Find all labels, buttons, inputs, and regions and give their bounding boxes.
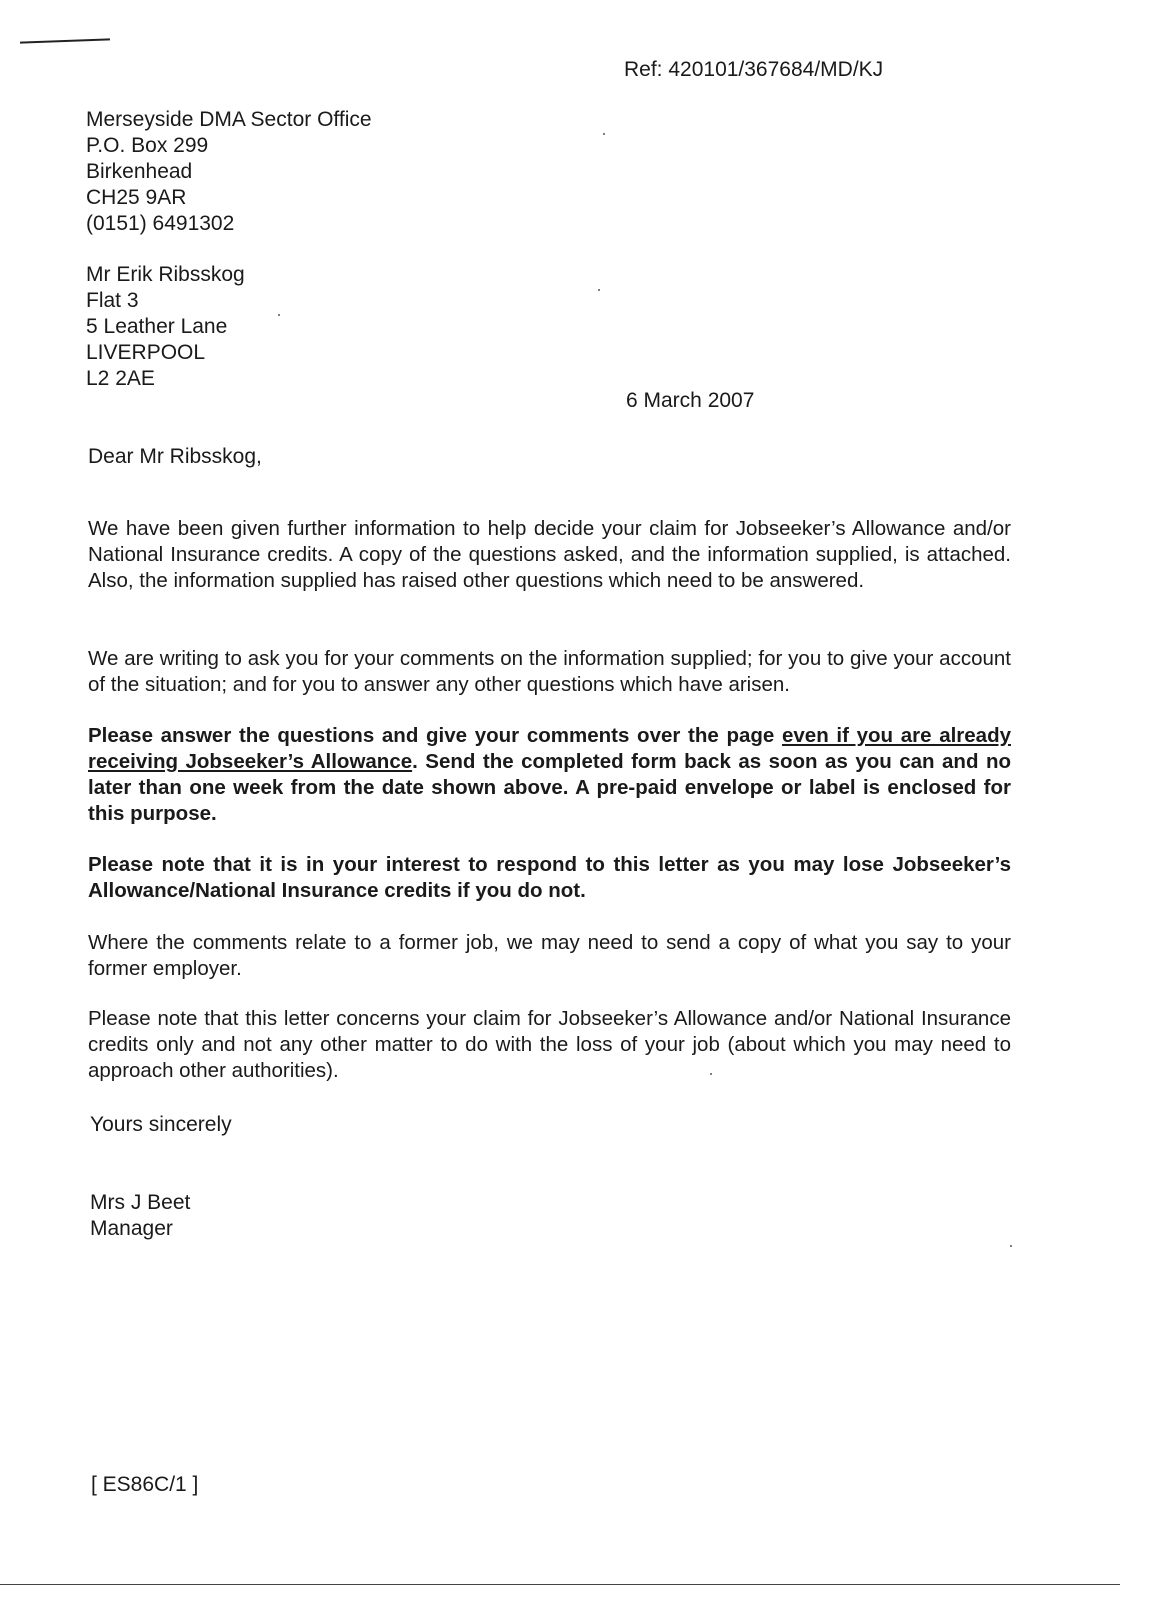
recipient-address-line: 5 Leather Lane (86, 315, 228, 338)
paragraph-3 (88, 723, 1011, 827)
scan-mark-top-left (20, 38, 110, 43)
speck (598, 289, 600, 291)
salutation: Dear Mr Ribsskog, (88, 445, 262, 468)
paragraph-2: We are writing to ask you for your comments on the information supplied; for you to give your account of the situation; and for you to answer any other questions which have arisen. (88, 647, 1011, 696)
signatory-name: Mrs J Beet (90, 1191, 191, 1214)
scan-mark-bottom (0, 1584, 1120, 1585)
recipient-address (86, 262, 245, 392)
sender-address-line: P.O. Box 299 (86, 134, 209, 157)
speck (278, 314, 280, 316)
reference-number: Ref: 420101/367684/MD/KJ (624, 58, 884, 81)
recipient-address-line: Flat 3 (86, 289, 139, 312)
signature-block (90, 1190, 190, 1242)
sender-address-line: Merseyside DMA Sector Office (86, 108, 372, 131)
recipient-address-line: L2 2AE (86, 367, 155, 390)
letter-date: 6 March 2007 (626, 389, 755, 412)
sender-address-line: (0151) 6491302 (86, 212, 235, 235)
speck (1010, 1245, 1012, 1247)
paragraph-1: We have been given further information to help decide your claim for Jobseeker’s Allowance and/or National Insurance credits. A copy of the questions asked, and the information supplied, is attached. Also, the information supplied has raised other questions which need to be answered. (88, 517, 1011, 592)
signatory-title: Manager (90, 1217, 173, 1240)
recipient-address-line: LIVERPOOL (86, 341, 206, 364)
paragraph-5: Where the comments relate to a former job, we may need to send a copy of what you say to your former employer. (88, 931, 1011, 980)
sender-address (86, 107, 372, 237)
sender-address-line: CH25 9AR (86, 186, 187, 209)
paragraph-3-text-end: . Send the completed form back as soon as you can and no later than one week from the date shown above. A pre-paid envelope or label is enclosed for this purpose. (88, 750, 1011, 825)
paragraph-6: Please note that this letter concerns your claim for Jobseeker’s Allowance and/or National Insurance credits only and not any other matter to do with the loss of your job (about which you may need to approach other authorities). (88, 1007, 1011, 1082)
recipient-address-line: Mr Erik Ribsskog (86, 263, 245, 286)
form-code: [ ES86C/1 ] (91, 1473, 199, 1496)
closing: Yours sincerely (90, 1113, 232, 1136)
paragraph-4: Please note that it is in your interest to respond to this letter as you may lose Jobseeker’s Allowance/National Insurance credits if you do not. (88, 853, 1011, 902)
speck (603, 133, 605, 135)
sender-address-line: Birkenhead (86, 160, 193, 183)
paragraph-3-text: Please answer the questions and give your comments over the page (88, 724, 782, 747)
paragraph-3-underlined: even if you are already receiving Jobseeker’s Allowance (88, 724, 1011, 773)
